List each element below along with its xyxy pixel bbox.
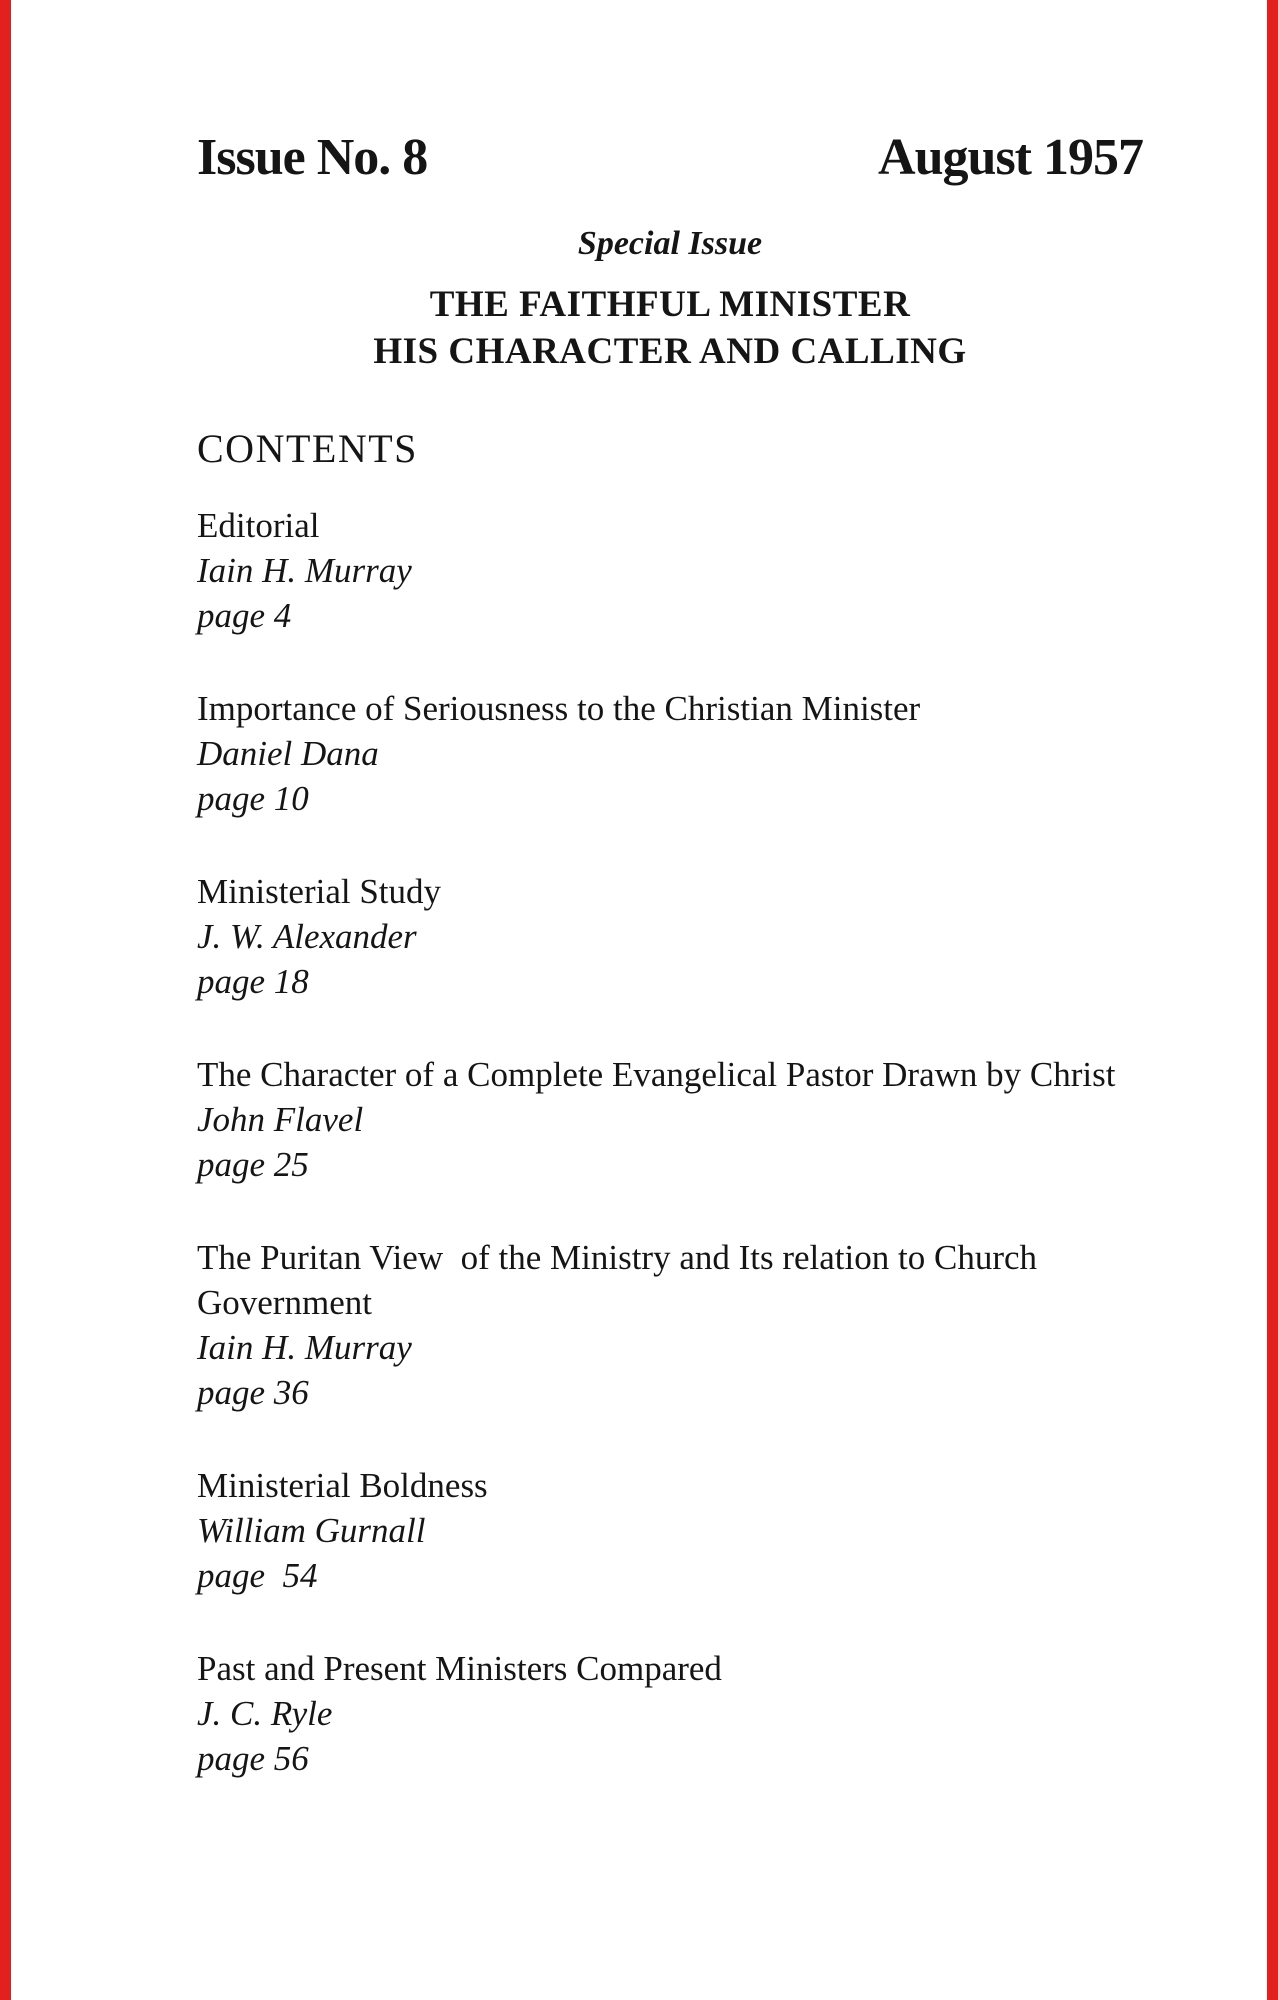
toc-entry-past-and-present-ministers bbox=[197, 1646, 1143, 1781]
article-page-ref: page 25 bbox=[197, 1144, 309, 1184]
article-title: Editorial bbox=[197, 505, 320, 545]
issue-header-row bbox=[197, 128, 1143, 188]
toc-entry-puritan-view-of-ministry bbox=[197, 1235, 1143, 1415]
toc-entry-importance-of-seriousness bbox=[197, 686, 1143, 821]
article-author: William Gurnall bbox=[197, 1510, 426, 1550]
left-red-edge-bar bbox=[0, 0, 11, 2000]
article-author: Iain H. Murray bbox=[197, 1327, 412, 1367]
main-title-line-2: HIS CHARACTER AND CALLING bbox=[373, 330, 967, 372]
article-author: Iain H. Murray bbox=[197, 550, 412, 590]
article-title-line-1: The Puritan View of the Ministry and Its relation to Church bbox=[197, 1237, 1038, 1277]
article-page-ref: page 18 bbox=[197, 961, 309, 1001]
article-author: John Flavel bbox=[197, 1099, 364, 1139]
article-title: Past and Present Ministers Compared bbox=[197, 1648, 722, 1688]
article-title-line-2: Government bbox=[197, 1282, 372, 1322]
article-title: Ministerial Boldness bbox=[197, 1465, 488, 1505]
issue-date: August 1957 bbox=[878, 129, 1143, 186]
toc-entry-character-of-complete-pastor bbox=[197, 1052, 1143, 1187]
contents-heading: CONTENTS bbox=[197, 425, 418, 471]
article-page-ref: page 54 bbox=[197, 1555, 318, 1595]
toc-entry-ministerial-boldness bbox=[197, 1463, 1143, 1598]
table-of-contents bbox=[197, 503, 1143, 1781]
article-page-ref: page 56 bbox=[197, 1738, 309, 1778]
issue-main-title bbox=[197, 281, 1143, 375]
main-title-line-1: THE FAITHFUL MINISTER bbox=[429, 283, 911, 325]
right-red-edge-bar bbox=[1267, 0, 1278, 2000]
article-author: J. C. Ryle bbox=[197, 1693, 333, 1733]
article-page-ref: page 10 bbox=[197, 778, 309, 818]
article-title: The Character of a Complete Evangelical Pastor Drawn by Christ bbox=[197, 1054, 1116, 1094]
article-author: Daniel Dana bbox=[197, 733, 379, 773]
article-page-ref: page 36 bbox=[197, 1372, 309, 1412]
article-title: Importance of Seriousness to the Christian Minister bbox=[197, 688, 921, 728]
issue-number: Issue No. 8 bbox=[197, 129, 428, 186]
article-title: Ministerial Study bbox=[197, 871, 442, 911]
special-issue-label: Special Issue bbox=[577, 224, 763, 262]
article-author: J. W. Alexander bbox=[197, 916, 417, 956]
article-page-ref: page 4 bbox=[197, 595, 292, 635]
toc-entry-editorial bbox=[197, 503, 1143, 638]
toc-entry-ministerial-study bbox=[197, 869, 1143, 1004]
content-column bbox=[197, 0, 1143, 1829]
